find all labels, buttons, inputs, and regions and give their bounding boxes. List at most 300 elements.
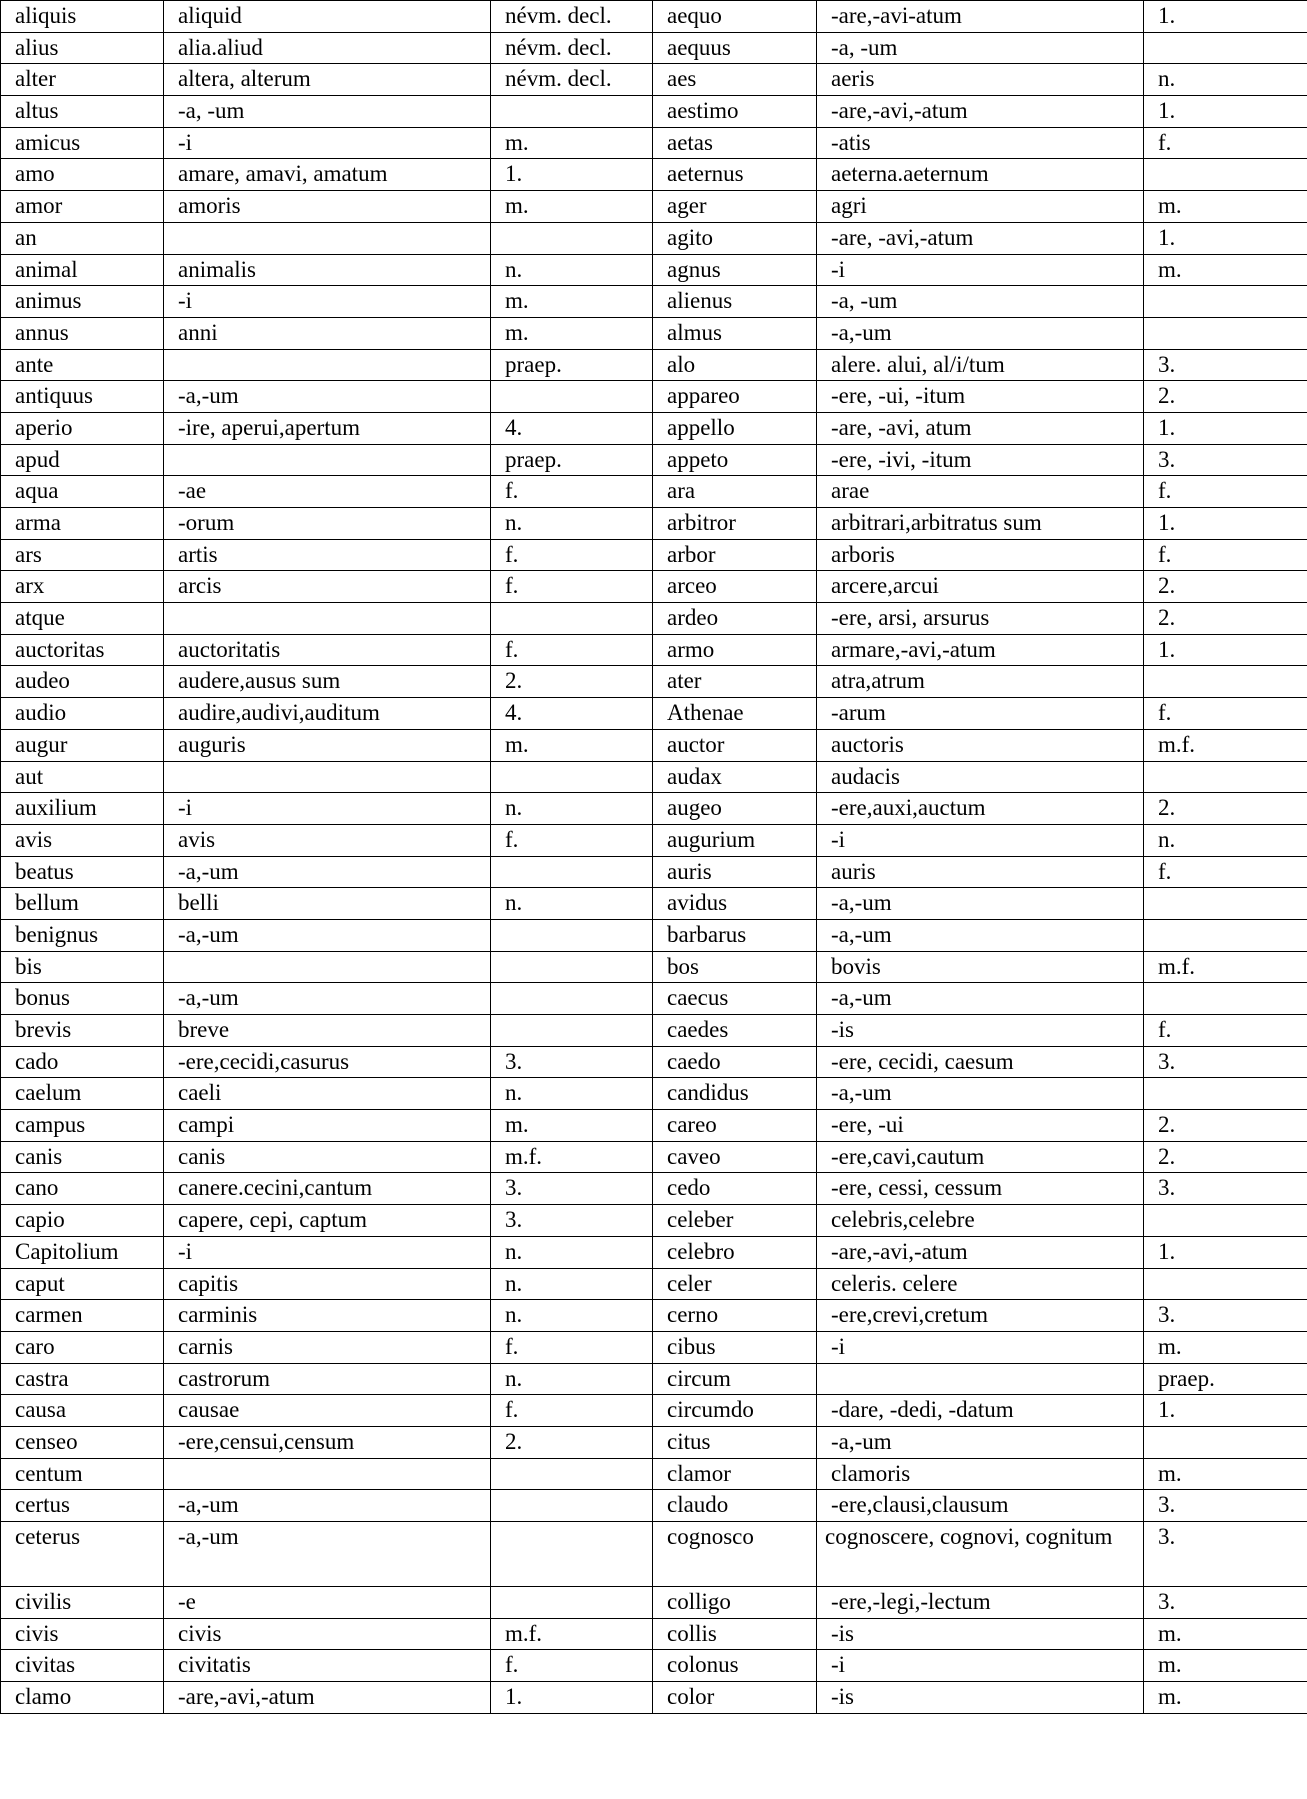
forms-cell: castrorum xyxy=(164,1363,491,1395)
table-row xyxy=(1,919,1307,951)
headword-cell: altus xyxy=(1,96,164,128)
forms-cell: belli xyxy=(164,888,491,920)
headword-cell: certus xyxy=(1,1490,164,1522)
headword-cell: arbor xyxy=(653,539,817,571)
gender-cell xyxy=(491,381,653,413)
table-row xyxy=(1,1268,1307,1300)
table-row xyxy=(1,603,1307,635)
headword-cell: auctoritas xyxy=(1,634,164,666)
forms-cell: -a,-um xyxy=(817,1426,1144,1458)
gender-cell xyxy=(491,983,653,1015)
forms-cell: -a, -um xyxy=(164,96,491,128)
table-row xyxy=(1,508,1307,540)
headword-cell: celeber xyxy=(653,1205,817,1237)
forms-cell xyxy=(817,1363,1144,1395)
headword-cell: candidus xyxy=(653,1078,817,1110)
forms-cell: -ae xyxy=(164,476,491,508)
headword-cell: atque xyxy=(1,603,164,635)
forms-cell: celeris. celere xyxy=(817,1268,1144,1300)
headword-cell: circum xyxy=(653,1363,817,1395)
forms-cell: -are,-avi-atum xyxy=(817,1,1144,33)
table-row xyxy=(1,444,1307,476)
table-row xyxy=(1,1522,1307,1587)
table-row xyxy=(1,1,1307,33)
gender-cell: m. xyxy=(491,286,653,318)
headword-cell: caedes xyxy=(653,1015,817,1047)
gender-cell: m. xyxy=(1144,1331,1307,1363)
headword-cell: ante xyxy=(1,349,164,381)
gender-cell: 2. xyxy=(1144,793,1307,825)
headword-cell: campus xyxy=(1,1110,164,1142)
gender-cell: 2. xyxy=(491,1426,653,1458)
table-row xyxy=(1,1395,1307,1427)
gender-cell: m.f. xyxy=(1144,729,1307,761)
gender-cell xyxy=(491,96,653,128)
table-row xyxy=(1,571,1307,603)
table-row xyxy=(1,983,1307,1015)
forms-cell: campi xyxy=(164,1110,491,1142)
headword-cell: carmen xyxy=(1,1300,164,1332)
gender-cell xyxy=(1144,286,1307,318)
gender-cell: névm. decl. xyxy=(491,32,653,64)
forms-cell: civis xyxy=(164,1618,491,1650)
forms-cell: canis xyxy=(164,1141,491,1173)
gender-cell: f. xyxy=(491,824,653,856)
gender-cell: 3. xyxy=(1144,1173,1307,1205)
gender-cell: f. xyxy=(491,571,653,603)
forms-cell xyxy=(164,761,491,793)
forms-cell: celebris,celebre xyxy=(817,1205,1144,1237)
forms-cell: -a,-um xyxy=(164,983,491,1015)
forms-cell: -ere,auxi,auctum xyxy=(817,793,1144,825)
forms-cell: canere.cecini,cantum xyxy=(164,1173,491,1205)
gender-cell: 1. xyxy=(1144,96,1307,128)
forms-cell: agri xyxy=(817,191,1144,223)
table-row xyxy=(1,254,1307,286)
forms-cell: -i xyxy=(817,824,1144,856)
gender-cell xyxy=(1144,761,1307,793)
headword-cell: aestimo xyxy=(653,96,817,128)
headword-cell: color xyxy=(653,1682,817,1714)
forms-cell: carnis xyxy=(164,1331,491,1363)
headword-cell: agito xyxy=(653,222,817,254)
gender-cell: 3. xyxy=(1144,349,1307,381)
table-row xyxy=(1,1300,1307,1332)
table-row xyxy=(1,476,1307,508)
headword-cell: ars xyxy=(1,539,164,571)
forms-cell: -a,-um xyxy=(817,1078,1144,1110)
gender-cell: 2. xyxy=(491,666,653,698)
gender-cell: m.f. xyxy=(491,1618,653,1650)
headword-cell: caedo xyxy=(653,1046,817,1078)
table-row xyxy=(1,888,1307,920)
forms-cell: -a, -um xyxy=(817,32,1144,64)
gender-cell: 3. xyxy=(1144,1587,1307,1619)
headword-cell: audax xyxy=(653,761,817,793)
table-row xyxy=(1,32,1307,64)
table-row xyxy=(1,729,1307,761)
headword-cell: antiquus xyxy=(1,381,164,413)
gender-cell: f. xyxy=(491,634,653,666)
gender-cell xyxy=(491,919,653,951)
table-row xyxy=(1,698,1307,730)
gender-cell: n. xyxy=(1144,824,1307,856)
forms-cell: -are,-avi,-atum xyxy=(817,1236,1144,1268)
table-row xyxy=(1,856,1307,888)
headword-cell: bellum xyxy=(1,888,164,920)
headword-cell: alius xyxy=(1,32,164,64)
forms-cell xyxy=(164,603,491,635)
table-row xyxy=(1,1078,1307,1110)
headword-cell: colonus xyxy=(653,1650,817,1682)
headword-cell: citus xyxy=(653,1426,817,1458)
forms-cell xyxy=(164,349,491,381)
table-row xyxy=(1,1426,1307,1458)
table-row xyxy=(1,159,1307,191)
table-row xyxy=(1,127,1307,159)
headword-cell: caecus xyxy=(653,983,817,1015)
table-row xyxy=(1,1205,1307,1237)
forms-cell: amoris xyxy=(164,191,491,223)
headword-cell: ager xyxy=(653,191,817,223)
headword-cell: auxilium xyxy=(1,793,164,825)
forms-cell: arcere,arcui xyxy=(817,571,1144,603)
gender-cell: 3. xyxy=(1144,1046,1307,1078)
headword-cell: aliquis xyxy=(1,1,164,33)
gender-cell xyxy=(491,951,653,983)
headword-cell: apud xyxy=(1,444,164,476)
forms-cell: auris xyxy=(817,856,1144,888)
gender-cell: névm. decl. xyxy=(491,1,653,33)
forms-cell: capere, cepi, captum xyxy=(164,1205,491,1237)
headword-cell: arx xyxy=(1,571,164,603)
forms-cell: bovis xyxy=(817,951,1144,983)
gender-cell: f. xyxy=(1144,539,1307,571)
forms-cell: -a, -um xyxy=(817,286,1144,318)
forms-cell: audire,audivi,auditum xyxy=(164,698,491,730)
gender-cell: praep. xyxy=(491,349,653,381)
forms-cell: -i xyxy=(164,1236,491,1268)
gender-cell: f. xyxy=(1144,856,1307,888)
forms-cell: -ere,clausi,clausum xyxy=(817,1490,1144,1522)
headword-cell: auctor xyxy=(653,729,817,761)
forms-cell: anni xyxy=(164,317,491,349)
table-row xyxy=(1,1650,1307,1682)
gender-cell xyxy=(1144,888,1307,920)
forms-cell: -i xyxy=(164,793,491,825)
headword-cell: civilis xyxy=(1,1587,164,1619)
table-row xyxy=(1,1682,1307,1714)
gender-cell: f. xyxy=(491,1395,653,1427)
gender-cell xyxy=(1144,919,1307,951)
forms-cell xyxy=(164,444,491,476)
headword-cell: avidus xyxy=(653,888,817,920)
headword-cell: aeternus xyxy=(653,159,817,191)
table-row xyxy=(1,1141,1307,1173)
table-row xyxy=(1,1363,1307,1395)
gender-cell xyxy=(491,1587,653,1619)
table-row xyxy=(1,1458,1307,1490)
gender-cell xyxy=(491,1490,653,1522)
gender-cell: 2. xyxy=(1144,1141,1307,1173)
gender-cell: 1. xyxy=(1144,508,1307,540)
headword-cell: careo xyxy=(653,1110,817,1142)
table-row xyxy=(1,349,1307,381)
headword-cell: ara xyxy=(653,476,817,508)
gender-cell: f. xyxy=(491,1331,653,1363)
gender-cell xyxy=(1144,32,1307,64)
forms-cell: -dare, -dedi, -datum xyxy=(817,1395,1144,1427)
gender-cell: f. xyxy=(491,1650,653,1682)
forms-cell: artis xyxy=(164,539,491,571)
gender-cell: 1. xyxy=(1144,1,1307,33)
headword-cell: bos xyxy=(653,951,817,983)
forms-cell: avis xyxy=(164,824,491,856)
forms-cell: clamoris xyxy=(817,1458,1144,1490)
forms-cell: armare,-avi,-atum xyxy=(817,634,1144,666)
gender-cell: 1. xyxy=(1144,1236,1307,1268)
headword-cell: aetas xyxy=(653,127,817,159)
gender-cell: 3. xyxy=(1144,1300,1307,1332)
forms-cell: aeterna.aeternum xyxy=(817,159,1144,191)
gender-cell: n. xyxy=(491,508,653,540)
gender-cell: 2. xyxy=(1144,381,1307,413)
forms-cell: -a,-um xyxy=(817,919,1144,951)
headword-cell: castra xyxy=(1,1363,164,1395)
headword-cell: almus xyxy=(653,317,817,349)
headword-cell: caelum xyxy=(1,1078,164,1110)
gender-cell: m. xyxy=(1144,254,1307,286)
headword-cell: caput xyxy=(1,1268,164,1300)
forms-cell: audacis xyxy=(817,761,1144,793)
table-row xyxy=(1,64,1307,96)
headword-cell: aqua xyxy=(1,476,164,508)
headword-cell: audio xyxy=(1,698,164,730)
forms-cell: alere. alui, al/i/tum xyxy=(817,349,1144,381)
headword-cell: celer xyxy=(653,1268,817,1300)
headword-cell: audeo xyxy=(1,666,164,698)
headword-cell: arceo xyxy=(653,571,817,603)
headword-cell: aut xyxy=(1,761,164,793)
gender-cell: n. xyxy=(491,1078,653,1110)
headword-cell: aequo xyxy=(653,1,817,33)
forms-cell: -orum xyxy=(164,508,491,540)
gender-cell xyxy=(1144,666,1307,698)
headword-cell: arma xyxy=(1,508,164,540)
headword-cell: animal xyxy=(1,254,164,286)
headword-cell: civis xyxy=(1,1618,164,1650)
gender-cell: f. xyxy=(491,539,653,571)
headword-cell: circumdo xyxy=(653,1395,817,1427)
headword-cell: appareo xyxy=(653,381,817,413)
forms-cell: -ere,cecidi,casurus xyxy=(164,1046,491,1078)
gender-cell: 1. xyxy=(1144,412,1307,444)
gender-cell xyxy=(1144,1426,1307,1458)
headword-cell: ater xyxy=(653,666,817,698)
gender-cell: m.f. xyxy=(1144,951,1307,983)
gender-cell xyxy=(491,1458,653,1490)
forms-cell: -e xyxy=(164,1587,491,1619)
table-row xyxy=(1,793,1307,825)
forms-cell: causae xyxy=(164,1395,491,1427)
forms-cell: -a,-um xyxy=(817,983,1144,1015)
headword-cell: centum xyxy=(1,1458,164,1490)
table-row xyxy=(1,1173,1307,1205)
gender-cell: 4. xyxy=(491,412,653,444)
headword-cell: augeo xyxy=(653,793,817,825)
gender-cell: praep. xyxy=(1144,1363,1307,1395)
gender-cell: m. xyxy=(1144,1650,1307,1682)
forms-cell: atra,atrum xyxy=(817,666,1144,698)
forms-cell: -ere, -ui xyxy=(817,1110,1144,1142)
headword-cell: cano xyxy=(1,1173,164,1205)
vocabulary-table-body xyxy=(1,1,1307,1714)
forms-cell: civitatis xyxy=(164,1650,491,1682)
gender-cell xyxy=(1144,1268,1307,1300)
table-row xyxy=(1,951,1307,983)
forms-cell: capitis xyxy=(164,1268,491,1300)
gender-cell xyxy=(491,222,653,254)
headword-cell: appeto xyxy=(653,444,817,476)
table-row xyxy=(1,1015,1307,1047)
headword-cell: alienus xyxy=(653,286,817,318)
forms-cell: -ere, cessi, cessum xyxy=(817,1173,1144,1205)
forms-cell: -i xyxy=(164,127,491,159)
gender-cell: n. xyxy=(491,793,653,825)
gender-cell: 1. xyxy=(1144,222,1307,254)
gender-cell: f. xyxy=(1144,698,1307,730)
headword-cell: amor xyxy=(1,191,164,223)
gender-cell: 3. xyxy=(491,1046,653,1078)
gender-cell: f. xyxy=(1144,1015,1307,1047)
gender-cell xyxy=(491,856,653,888)
headword-cell: claudo xyxy=(653,1490,817,1522)
gender-cell: 3. xyxy=(1144,1490,1307,1522)
gender-cell: m. xyxy=(1144,1458,1307,1490)
forms-cell: -is xyxy=(817,1682,1144,1714)
headword-cell: capio xyxy=(1,1205,164,1237)
table-row xyxy=(1,1490,1307,1522)
gender-cell: 2. xyxy=(1144,1110,1307,1142)
gender-cell: névm. decl. xyxy=(491,64,653,96)
forms-cell: -ere, arsi, arsurus xyxy=(817,603,1144,635)
table-row xyxy=(1,666,1307,698)
gender-cell xyxy=(1144,1205,1307,1237)
headword-cell: alo xyxy=(653,349,817,381)
gender-cell: m. xyxy=(491,317,653,349)
table-row xyxy=(1,761,1307,793)
forms-cell: auctoris xyxy=(817,729,1144,761)
gender-cell: n. xyxy=(491,1236,653,1268)
forms-cell xyxy=(164,1458,491,1490)
forms-cell: arae xyxy=(817,476,1144,508)
forms-cell: arbitrari,arbitratus sum xyxy=(817,508,1144,540)
headword-cell: amo xyxy=(1,159,164,191)
forms-cell: -i xyxy=(164,286,491,318)
table-row xyxy=(1,634,1307,666)
gender-cell: 2. xyxy=(1144,603,1307,635)
forms-cell: -ere, -ui, -itum xyxy=(817,381,1144,413)
headword-cell: aequus xyxy=(653,32,817,64)
table-row xyxy=(1,824,1307,856)
gender-cell: m. xyxy=(491,127,653,159)
table-row xyxy=(1,539,1307,571)
table-row xyxy=(1,1331,1307,1363)
headword-cell: civitas xyxy=(1,1650,164,1682)
forms-cell: amare, amavi, amatum xyxy=(164,159,491,191)
forms-cell: -are, -avi, atum xyxy=(817,412,1144,444)
gender-cell: f. xyxy=(1144,127,1307,159)
headword-cell: avis xyxy=(1,824,164,856)
table-row xyxy=(1,1587,1307,1619)
forms-cell xyxy=(164,222,491,254)
table-row xyxy=(1,1236,1307,1268)
forms-cell: -are, -avi,-atum xyxy=(817,222,1144,254)
gender-cell xyxy=(1144,317,1307,349)
forms-cell: -ere,-legi,-lectum xyxy=(817,1587,1144,1619)
forms-cell: aeris xyxy=(817,64,1144,96)
gender-cell: 1. xyxy=(491,1682,653,1714)
forms-cell: -a,-um xyxy=(164,1522,491,1587)
headword-cell: clamo xyxy=(1,1682,164,1714)
forms-cell: arboris xyxy=(817,539,1144,571)
table-row xyxy=(1,96,1307,128)
gender-cell: m.f. xyxy=(491,1141,653,1173)
headword-cell: aes xyxy=(653,64,817,96)
gender-cell: n. xyxy=(491,1300,653,1332)
headword-cell: bis xyxy=(1,951,164,983)
forms-cell: cognoscere, cognovi, cognitum xyxy=(817,1522,1144,1587)
headword-cell: armo xyxy=(653,634,817,666)
headword-cell: augurium xyxy=(653,824,817,856)
gender-cell: 3. xyxy=(491,1173,653,1205)
forms-cell: -ire, aperui,apertum xyxy=(164,412,491,444)
headword-cell: aperio xyxy=(1,412,164,444)
gender-cell: 3. xyxy=(491,1205,653,1237)
gender-cell: m. xyxy=(1144,1682,1307,1714)
headword-cell: colligo xyxy=(653,1587,817,1619)
gender-cell: 3. xyxy=(1144,1522,1307,1587)
forms-cell: -a,-um xyxy=(164,856,491,888)
headword-cell: augur xyxy=(1,729,164,761)
forms-cell: -a,-um xyxy=(164,1490,491,1522)
headword-cell: caveo xyxy=(653,1141,817,1173)
headword-cell: cognosco xyxy=(653,1522,817,1587)
forms-cell: -a,-um xyxy=(817,317,1144,349)
table-row xyxy=(1,1046,1307,1078)
gender-cell: praep. xyxy=(491,444,653,476)
forms-cell: carminis xyxy=(164,1300,491,1332)
headword-cell: canis xyxy=(1,1141,164,1173)
forms-cell: alia.aliud xyxy=(164,32,491,64)
headword-cell: appello xyxy=(653,412,817,444)
table-row xyxy=(1,381,1307,413)
forms-cell: -atis xyxy=(817,127,1144,159)
headword-cell: Capitolium xyxy=(1,1236,164,1268)
headword-cell: ardeo xyxy=(653,603,817,635)
forms-cell: audere,ausus sum xyxy=(164,666,491,698)
forms-cell: -a,-um xyxy=(164,919,491,951)
forms-cell: -ere,censui,censum xyxy=(164,1426,491,1458)
headword-cell: caro xyxy=(1,1331,164,1363)
forms-cell: breve xyxy=(164,1015,491,1047)
table-row xyxy=(1,191,1307,223)
forms-cell: -ere,cavi,cautum xyxy=(817,1141,1144,1173)
gender-cell xyxy=(1144,1078,1307,1110)
headword-cell: censeo xyxy=(1,1426,164,1458)
headword-cell: agnus xyxy=(653,254,817,286)
forms-cell: -ere, -ivi, -itum xyxy=(817,444,1144,476)
